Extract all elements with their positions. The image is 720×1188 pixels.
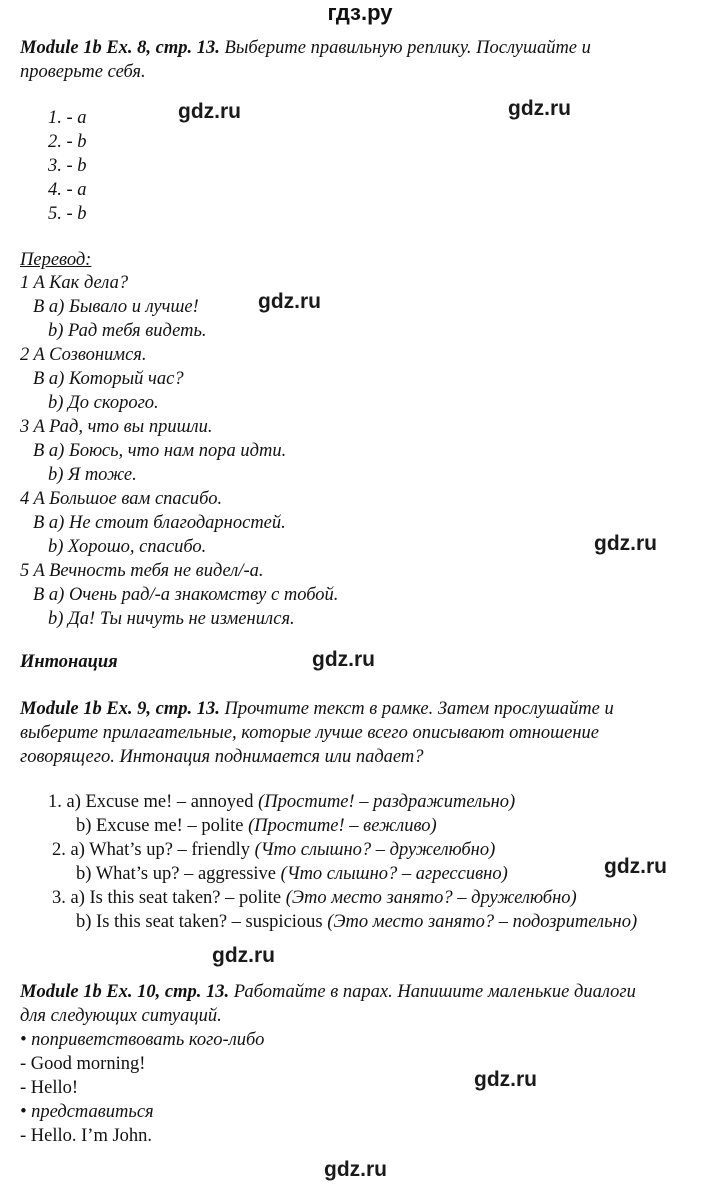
watermark: gdz.ru (258, 290, 321, 313)
translation-line: B a) Не стоит благодарностей. (33, 513, 286, 533)
ex10-line: - Good morning! (20, 1054, 146, 1074)
ex10-header: Module 1b Ex. 10, стр. 13. (20, 982, 230, 1002)
ex9-item: 3. a) Is this seat taken? – polite (Это место занято? – дружелюбно) (52, 888, 577, 908)
ex9-item: b) Excuse me! – polite (Простите! – вежливо) (76, 816, 437, 836)
ex9-header: Module 1b Ex. 9, стр. 13. (20, 699, 220, 719)
ex10-line: • представиться (20, 1102, 154, 1122)
ex9-task-line1: Module 1b Ex. 9, стр. 13. Прочтите текст в рамке. Затем прослушайте и (20, 699, 614, 719)
translation-title: Перевод: (20, 250, 92, 270)
ex9-item: b) Is this seat taken? – suspicious (Это место занято? – подозрительно) (76, 912, 638, 932)
translation-line: b) Я тоже. (48, 465, 137, 485)
ex10-line: - Hello! (20, 1078, 79, 1098)
ex10-line: • поприветствовать кого-либо (20, 1030, 265, 1050)
translation-line: 2 A Созвонимся. (20, 345, 147, 365)
ex9-task-line2: выберите прилагательные, которые лучше всего описывают отношение (20, 723, 599, 743)
ex9-item: 2. a) What’s up? – friendly (Что слышно? – дружелюбно) (52, 840, 496, 860)
ex9-item: 1. a) Excuse me! – annoyed (Простите! – раздражительно) (48, 792, 516, 812)
translation-line: 4 A Большое вам спасибо. (20, 489, 223, 509)
translation-line: b) Хорошо, спасибо. (48, 537, 207, 557)
ex9-task-line3: говорящего. Интонация поднимается или падает? (20, 747, 424, 767)
ex8-task-line1: Module 1b Ex. 8, стр. 13. Выберите правильную реплику. Послушайте и (20, 38, 591, 58)
translation-line: B a) Который час? (33, 369, 184, 389)
ex10-task-line2: для следующих ситуаций. (20, 1006, 222, 1026)
translation-line: B a) Бывало и лучше! (33, 297, 199, 317)
answer-line: 1. - a (48, 108, 87, 128)
watermark: gdz.ru (594, 532, 657, 555)
translation-line: b) Рад тебя видеть. (48, 321, 207, 341)
watermark: gdz.ru (604, 855, 667, 878)
translation-line: B a) Очень рад/-а знакомству с тобой. (33, 585, 339, 605)
translation-line: 3 A Рад, что вы пришли. (20, 417, 213, 437)
watermark: gdz.ru (508, 97, 571, 120)
answer-line: 4. - a (48, 180, 87, 200)
translation-line: b) Да! Ты ничуть не изменился. (48, 609, 295, 629)
site-title: гдз.ру (327, 0, 393, 25)
ex8-task-line2: проверьте себя. (20, 62, 146, 82)
ex10-task-line1: Module 1b Ex. 10, стр. 13. Работайте в парах. Напишите маленькие диалоги (20, 982, 636, 1002)
watermark: gdz.ru (212, 944, 275, 967)
answer-line: 2. - b (48, 132, 87, 152)
ex9-item: b) What’s up? – aggressive (Что слышно? – агрессивно) (76, 864, 508, 884)
translation-line: b) До скорого. (48, 393, 159, 413)
ex8-header: Module 1b Ex. 8, стр. 13. (20, 38, 220, 58)
translation-line: B a) Боюсь, что нам пора идти. (33, 441, 287, 461)
answer-line: 3. - b (48, 156, 87, 176)
watermark: gdz.ru (312, 648, 375, 671)
translation-line: 5 A Вечность тебя не видел/-а. (20, 561, 264, 581)
intonation-title: Интонация (20, 652, 118, 672)
answer-line: 5. - b (48, 204, 87, 224)
watermark: gdz.ru (178, 100, 241, 123)
ex10-line: - Hello. I’m John. (20, 1126, 153, 1146)
watermark: gdz.ru (324, 1158, 387, 1181)
watermark: gdz.ru (474, 1068, 537, 1091)
translation-line: 1 A Как дела? (20, 273, 129, 293)
